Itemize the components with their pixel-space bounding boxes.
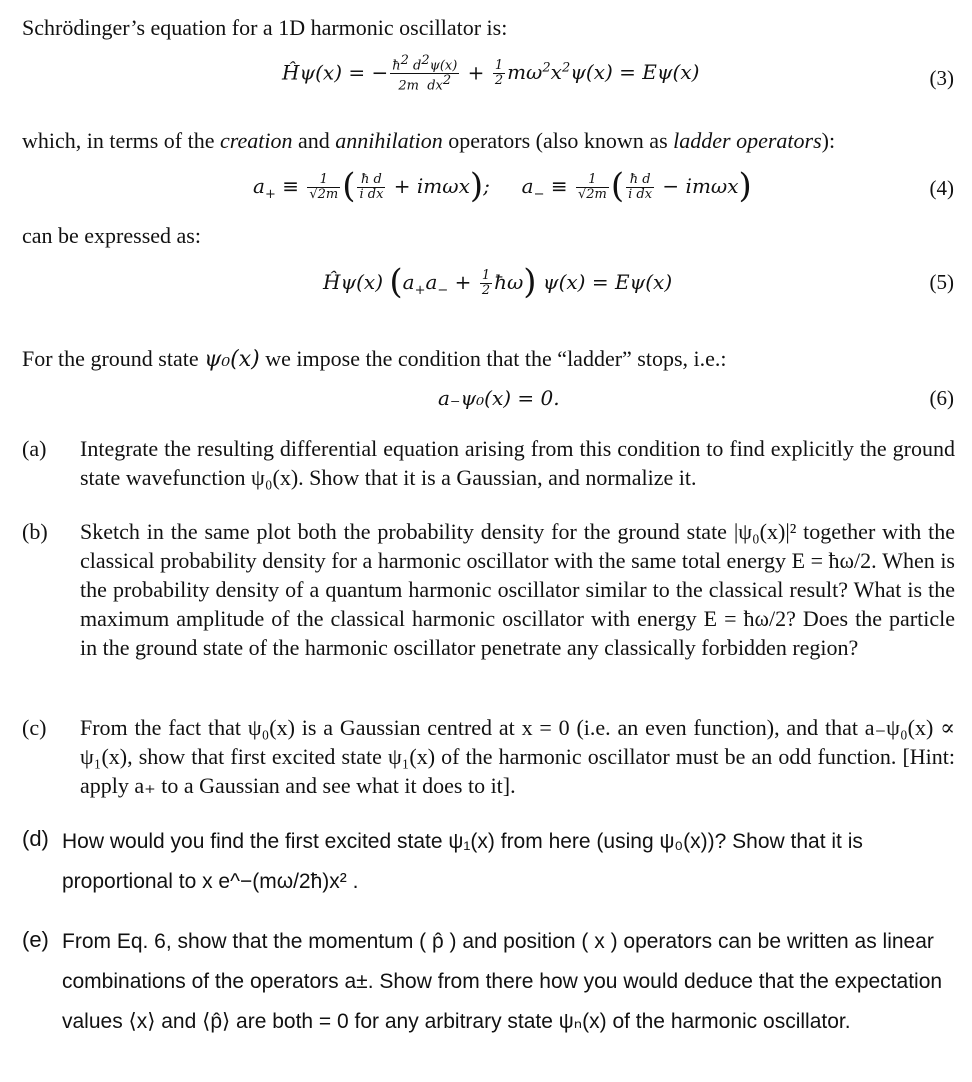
part-a-text: Integrate the resulting differential equation arising from this condition to find explicitly the ground state wavefunction ψ₀(x). Show that it is a Gaussian, and normalize it.: [80, 436, 955, 490]
equation-4-number: (4): [929, 176, 954, 200]
part-b-text: Sketch in the same plot both the probability density for the ground state |ψ₀(x)|² together with the classical probability density for a harmonic oscillator with the same total energy E = ħω/2. When is the probability density of a quantum harmonic oscillator similar to the classical result? What is the maximum amplitude of the classical harmonic oscillator with energy E = ħω/2? Does the particle in the ground state of the harmonic oscillator penetrate any classically forbidden region?: [80, 519, 955, 660]
part-a-label: (a): [22, 436, 47, 461]
equation-6: a₋ψ₀(x) = 0.: [438, 386, 560, 410]
equation-6-number: (6): [929, 386, 954, 410]
ladder-intro: which, in terms of the creation and annihilation operators (also known as ladder operators):: [22, 128, 836, 153]
intro-line: Schrödinger’s equation for a 1D harmonic oscillator is:: [22, 15, 508, 40]
expressed-as: can be expressed as:: [22, 223, 201, 248]
part-b-label: (b): [22, 519, 48, 544]
equation-5: Ĥψ(x) ($a_+a_-$ + $\frac{1}{2}$ ħω) ψ(x) = Eψ(x): [323, 262, 673, 302]
part-c-label: (c): [22, 715, 47, 740]
part-d-label: (d): [22, 826, 49, 851]
part-e-text: From Eq. 6, show that the momentum ( p̂ ) and position ( x ) operators can be written as linear combinations of the operators a±. Show from there how you would deduce that the expectation values ⟨x⟩ and ⟨p̂⟩ are both = 0 for any arbitrary state ψₙ(x) of the harmonic oscillator.: [62, 930, 943, 1033]
equation-4: $a_+$ ≡ $\frac{1}{√2m}$ ( $\frac{\text{ħ d}}{\text{i dx}}$ + imωx); $a_-$ ≡ $\frac{1}{√2m}$ ( $\frac{\text{ħ d}}{\text{i dx}}$ − imωx): [253, 166, 752, 206]
equation-3-number: (3): [929, 66, 954, 90]
part-c-text: From the fact that ψ₀(x) is a Gaussian centred at x = 0 (i.e. an even function), and that a₋ψ₀(x) ∝ ψ₁(x), show that first excited state ψ₁(x) of the harmonic oscillator must be an odd function. [Hint: apply a₊ to a Gaussian and see what it does to it].: [80, 715, 955, 798]
equation-3: Ĥψ(x) = − $\frac{ħ^2 d^2\psi(x)}{2m dx^2}$ + $\frac{1}{2}$ $m\omega^2x^2\psi(x) = E\psi(x)$: [282, 53, 700, 94]
equation-5-number: (5): [929, 270, 954, 294]
part-e-label: (e): [22, 927, 49, 952]
ground-state-line: For the ground state ψ₀(x) we impose the condition that the “ladder” stops, i.e.:: [22, 346, 727, 372]
part-d-text: How would you find the first excited state ψ₁(x) from here (using ψ₀(x))? Show that it is proportional to x e^−(mω/2ħ)x² .: [62, 830, 863, 893]
